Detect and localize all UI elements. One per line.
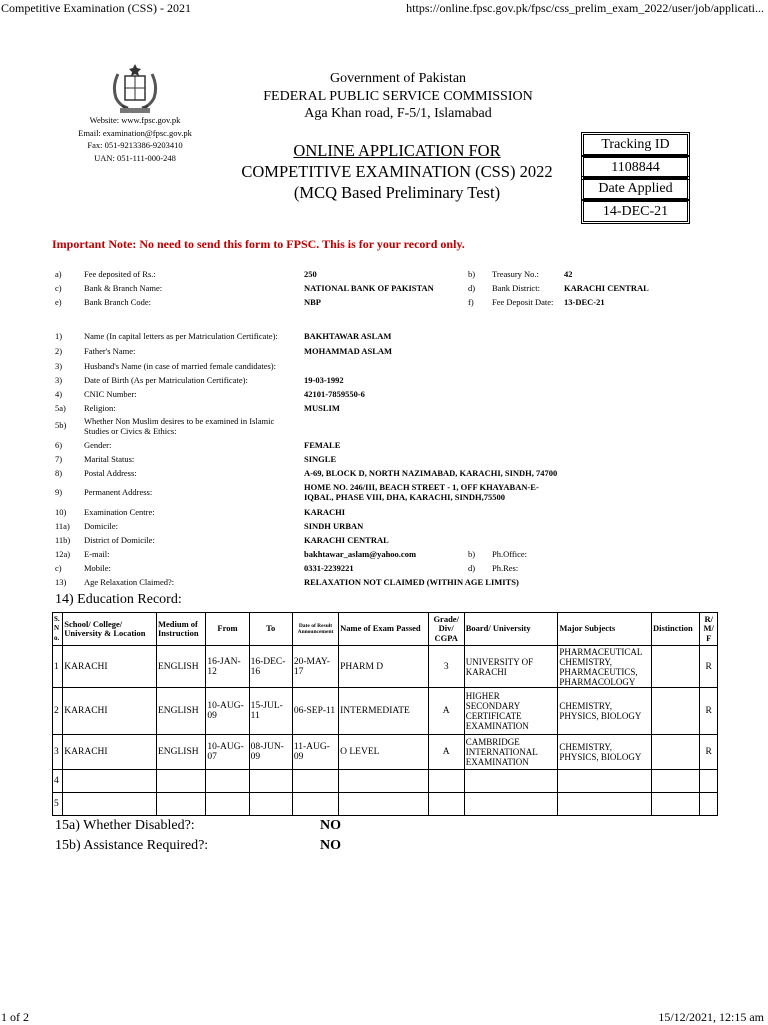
cell: CHEMISTRY, PHYSICS, BIOLOGY	[558, 735, 652, 770]
fee-label-f: Fee Deposit Date:	[492, 297, 554, 307]
cell: 5	[53, 793, 63, 816]
fax: Fax: 051-9213386-9203410	[87, 140, 183, 150]
field-key: 11b)	[55, 535, 71, 545]
field-value: SINGLE	[304, 454, 337, 464]
cell	[652, 688, 700, 735]
form-title-line-2: COMPETITIVE EXAMINATION (CSS) 2022	[241, 162, 553, 181]
fee-key-c: c)	[55, 283, 62, 293]
cell: 3	[53, 735, 63, 770]
field-value: KARACHI CENTRAL	[304, 535, 389, 545]
disabled-label: 15a) Whether Disabled?:	[55, 818, 195, 833]
form-title-line-1: ONLINE APPLICATION FOR	[293, 141, 501, 160]
field-key: 7)	[55, 454, 63, 464]
field-label: Postal Address:	[84, 468, 137, 478]
field-key: 5b)	[55, 420, 67, 430]
fee-value-b: 42	[564, 269, 573, 279]
field-value: KARACHI	[304, 507, 346, 517]
fee-key-b: b)	[468, 269, 476, 279]
tracking-id-label: Tracking ID	[583, 134, 688, 155]
cell: 20-MAY-17	[292, 646, 338, 688]
field-label: Name (In capital letters as per Matriculation Certificate):	[84, 331, 278, 341]
field-label: Gender:	[84, 440, 112, 450]
assistance-value: NO	[320, 838, 341, 853]
cell: ENGLISH	[156, 688, 205, 735]
field-key: 8)	[55, 468, 63, 478]
uan: UAN: 051-111-000-248	[94, 152, 176, 163]
table-row	[53, 646, 718, 688]
field-label: Marital Status:	[84, 454, 135, 464]
cell: KARACHI	[63, 735, 157, 770]
field-value: HOME NO. 246/III, BEACH STREET - 1, OFF KHAYABAN-E-IQBAL, PHASE VIII, DHA, KARACHI, SINDH,75500	[304, 482, 539, 502]
pakistan-emblem-icon	[104, 60, 166, 116]
col-subjects: Major Subjects	[558, 613, 652, 646]
fee-label-d: Bank District:	[492, 283, 540, 293]
email: Email: examination@fpsc.gov.pk	[78, 127, 192, 138]
fee-value-a: 250	[304, 269, 317, 279]
table-row	[53, 770, 718, 793]
ph-office-label: Ph.Office:	[492, 549, 528, 559]
field-value: RELAXATION NOT CLAIMED (WITHIN AGE LIMITS)	[304, 577, 519, 587]
cell: R	[700, 688, 718, 735]
col-school: School/ College/ University & Location	[63, 613, 157, 646]
ph-office-key: b)	[468, 549, 476, 559]
fee-value-d: KARACHI CENTRAL	[564, 283, 649, 293]
field-label: Date of Birth (As per Matriculation Certificate):	[84, 375, 248, 385]
field-key: 3)	[55, 361, 63, 371]
cell: 10-AUG-07	[206, 735, 249, 770]
cell	[652, 646, 700, 688]
field-value: BAKHTAWAR ASLAM	[304, 331, 392, 341]
fee-key-d: d)	[468, 283, 476, 293]
fee-key-a: a)	[55, 269, 62, 279]
date-applied-label: Date Applied	[583, 178, 688, 199]
cell: 08-JUN-09	[249, 735, 292, 770]
cell: A	[428, 735, 464, 770]
cell: 15-JUL-11	[249, 688, 292, 735]
fee-label-a: Fee deposited of Rs.:	[84, 269, 156, 279]
cell: A	[428, 688, 464, 735]
disabled-value: NO	[320, 818, 341, 833]
field-key: 9)	[55, 487, 63, 497]
date-applied-value: 14-DEC-21	[583, 201, 688, 222]
col-medium: Medium of Instruction	[156, 613, 205, 646]
field-label: E-mail:	[84, 549, 110, 559]
field-key: 5a)	[55, 403, 66, 413]
website: Website: www.fpsc.gov.pk	[89, 115, 181, 125]
field-value: MUSLIM	[304, 403, 340, 413]
field-key: c)	[55, 563, 62, 573]
form-title	[212, 140, 582, 203]
cell: R	[700, 646, 718, 688]
field-key: 2)	[55, 346, 63, 356]
fee-value-e: NBP	[304, 297, 321, 307]
page-number: 1 of 2	[1, 1010, 29, 1024]
field-value: 0331-2239221	[304, 563, 354, 573]
ph-res-label: Ph.Res:	[492, 563, 519, 573]
cell: 16-DEC-16	[249, 646, 292, 688]
col-from: From	[206, 613, 249, 646]
table-row	[53, 735, 718, 770]
field-label: Age Relaxation Claimed?:	[84, 577, 175, 587]
important-note: Important Note: No need to send this form to FPSC. This is for your record only.	[52, 237, 465, 251]
cell: 3	[428, 646, 464, 688]
col-to: To	[249, 613, 292, 646]
org-line-1: Government of Pakistan	[329, 71, 467, 86]
cell: HIGHER SECONDARY CERTIFICATE EXAMINATION	[464, 688, 558, 735]
field-key: 6)	[55, 440, 63, 450]
cell: KARACHI	[63, 688, 157, 735]
cell: UNIVERSITY OF KARACHI	[464, 646, 558, 688]
assistance-label: 15b) Assistance Required?:	[55, 838, 209, 853]
field-key: 1)	[55, 331, 63, 341]
field-label: District of Domicile:	[84, 535, 155, 545]
field-label: Examination Centre:	[84, 507, 155, 517]
col-exam: Name of Exam Passed	[339, 613, 429, 646]
org-line-3: Aga Khan road, F-5/1, Islamabad	[304, 106, 492, 121]
col-result-date: Date of Result Announcement	[292, 613, 338, 646]
cell: ENGLISH	[156, 735, 205, 770]
col-distinction: Distinction	[652, 613, 700, 646]
fee-key-f: f)	[468, 297, 474, 307]
cell: R	[700, 735, 718, 770]
field-label: Domicile:	[84, 521, 118, 531]
cell: 10-AUG-09	[206, 688, 249, 735]
cell: KARACHI	[63, 646, 157, 688]
contact-info	[70, 114, 200, 164]
cell: 1	[53, 646, 63, 688]
field-key: 3)	[55, 375, 63, 385]
cell	[652, 735, 700, 770]
field-label: Religion:	[84, 403, 116, 413]
cell: 16-JAN-12	[206, 646, 249, 688]
fee-value-c: NATIONAL BANK OF PAKISTAN	[304, 283, 434, 293]
print-timestamp: 15/12/2021, 12:15 am	[658, 1010, 764, 1024]
fee-value-f: 13-DEC-21	[564, 297, 605, 307]
fee-key-e: e)	[55, 297, 62, 307]
print-url: https://online.fpsc.gov.pk/fpsc/css_prelim_exam_2022/user/job/applicati...	[406, 1, 764, 15]
org-line-2: FEDERAL PUBLIC SERVICE COMMISSION	[263, 88, 533, 104]
field-key: 10)	[55, 507, 67, 517]
fee-label-e: Bank Branch Code:	[84, 297, 152, 307]
cell: PHARMACEUTICAL CHEMISTRY, PHARMACEUTICS, PHARMACOLOGY	[558, 646, 652, 688]
field-value: bakhtawar_aslam@yahoo.com	[304, 549, 417, 559]
field-value: 42101-7859550-6	[304, 389, 365, 399]
field-value: A-69, BLOCK D, NORTH NAZIMABAD, KARACHI, SINDH, 74700	[304, 468, 558, 478]
table-row	[53, 688, 718, 735]
form-title-line-3: (MCQ Based Preliminary Test)	[293, 183, 501, 202]
cell: INTERMEDIATE	[339, 688, 429, 735]
col-board: Board/ University	[464, 613, 558, 646]
field-label: Mobile:	[84, 563, 111, 573]
cell: 06-SEP-11	[292, 688, 338, 735]
field-key: 12a)	[55, 549, 71, 559]
field-key: 4)	[55, 389, 63, 399]
field-value: MOHAMMAD ASLAM	[304, 346, 393, 356]
fee-label-c: Bank & Branch Name:	[84, 283, 163, 293]
col-sno: S. N o.	[53, 613, 63, 646]
fee-label-b: Treasury No.:	[492, 269, 539, 279]
cell: ENGLISH	[156, 646, 205, 688]
cell: CHEMISTRY, PHYSICS, BIOLOGY	[558, 688, 652, 735]
col-rmf: R/ M/ F	[700, 613, 718, 646]
cell: PHARM D	[339, 646, 429, 688]
cell: 4	[53, 770, 63, 793]
field-label: Father's Name:	[84, 346, 136, 356]
cell: CAMBRIDGE INTERNATIONAL EXAMINATION	[464, 735, 558, 770]
field-label: CNIC Number:	[84, 389, 137, 399]
field-label: Husband's Name (in case of married female candidates):	[84, 361, 276, 371]
field-value: 19-03-1992	[304, 375, 344, 385]
field-key: 11a)	[55, 521, 70, 531]
ph-res-key: d)	[468, 563, 476, 573]
education-title: 14) Education Record:	[55, 592, 182, 607]
education-table	[52, 612, 718, 816]
col-grade: Grade/ Div/ CGPA	[428, 613, 464, 646]
cell: O LEVEL	[339, 735, 429, 770]
field-value: SINDH URBAN	[304, 521, 364, 531]
table-row	[53, 793, 718, 816]
table-header-row	[53, 613, 718, 646]
print-title: Competitive Examination (CSS) - 2021	[1, 1, 191, 15]
field-value: FEMALE	[304, 440, 341, 450]
cell: 11-AUG-09	[292, 735, 338, 770]
organization-header	[230, 70, 566, 123]
field-label: Permanent Address:	[84, 487, 153, 497]
field-key: 13)	[55, 577, 67, 587]
tracking-id-value: 1108844	[583, 157, 688, 178]
field-label: Whether Non Muslim desires to be examined in Islamic Studies or Civics & Ethics:	[84, 416, 275, 436]
cell: 2	[53, 688, 63, 735]
